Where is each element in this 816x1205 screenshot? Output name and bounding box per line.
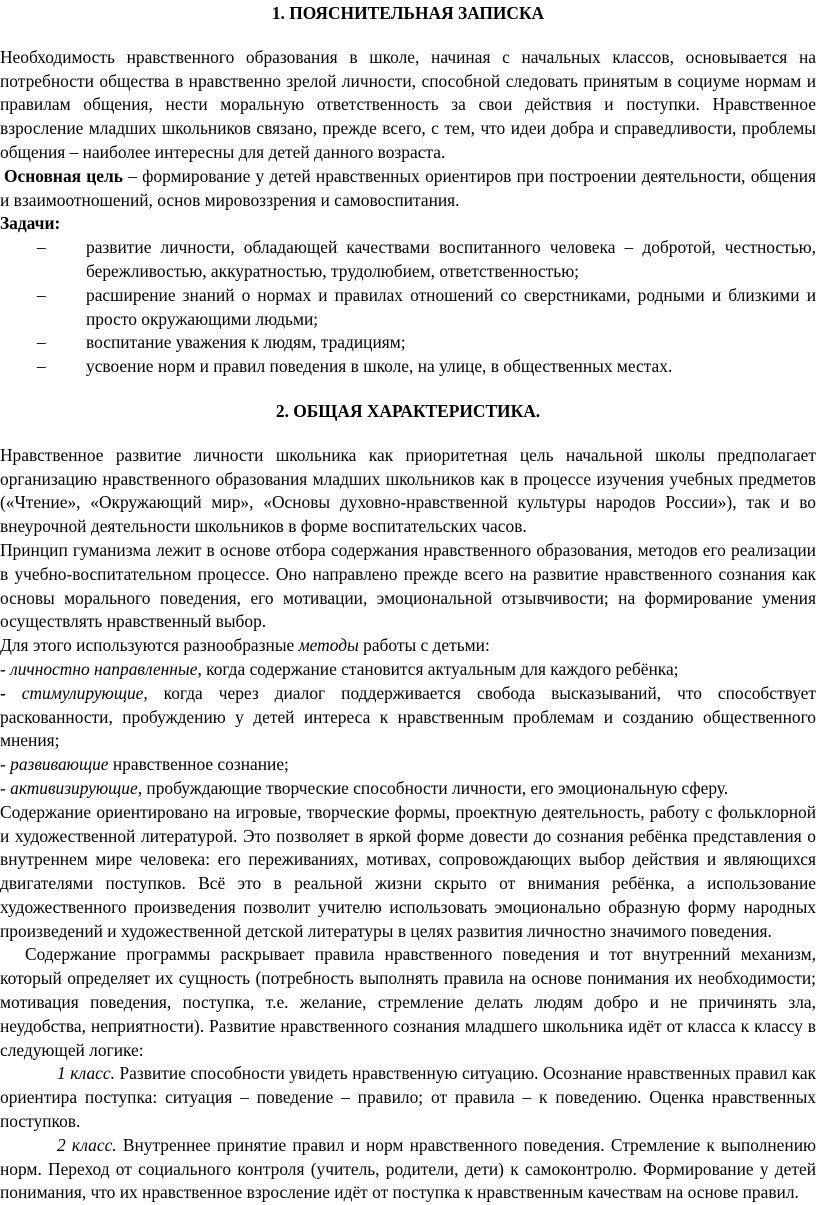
main-goal-paragraph (0, 165, 816, 213)
tasks-heading (0, 212, 816, 236)
method-item-1 (0, 658, 816, 682)
method-dash: - (0, 658, 11, 679)
methods-post: работы с детьми: (358, 635, 490, 656)
methods-word: методы (298, 635, 359, 656)
method-dash: - (0, 777, 11, 798)
method-name: развивающие (10, 754, 109, 775)
list-dash: – (37, 332, 46, 353)
tasks-label: Задачи: (0, 213, 61, 234)
list-dash: – (37, 284, 46, 305)
method-text: когда через диалог поддерживается свобода высказываний, что способствует раскованности, пробуждению у детей интереса к нравственным проблемам и созданию общественного мнения; (0, 682, 816, 751)
method-name: личностно направленные (10, 658, 198, 679)
section-2-paragraph-2: Принцип гуманизма лежит в основе отбора содержания нравственного образования, методов его реализации в учебно-воспитательном процессе. Оно направлено прежде всего на развитие нравственного сознания как основы морального поведения, его мотивации, эмоциональной отзывчивости; на формирование умения осуществлять нравственный выбор. (0, 539, 816, 632)
task-text: расширение знаний о нормах и правилах отношений со сверстниками, родными и близкими и просто окружающими людьми; (86, 284, 816, 329)
method-dash: - (0, 754, 11, 775)
grade-2-text: Внутреннее принятие правил и норм нравственного поведения. Стремление к выполнению норм. Переход от социального контроля (учитель, родители, дети) к самоконтролю. Формирование у детей понимания, что их нравственное взросление идёт от поступка к нравственным качествам на основе правил. (0, 1134, 816, 1203)
method-name: активизирующие, (10, 777, 143, 798)
method-name: стимулирующие, (21, 682, 148, 703)
main-goal-label: Основная цель (4, 165, 123, 186)
section-1-intro: Необходимость нравственного образования в школе, начиная с начальных классов, основывается на потребности общества в нравственно зрелой личности, способной следовать принятым в социуме нормам и правилам общения, нести моральную ответственность за свои действия и поступки. Нравственное взросление младших школьников связано, прежде всего, с тем, что идеи добра и справедливости, проблемы общения – наиболее интересны для детей данного возраста. (0, 46, 816, 162)
methods-intro (0, 634, 816, 658)
section-1-title: 1. ПОЯСНИТЕЛЬНАЯ ЗАПИСКА (271, 3, 545, 23)
grade-1-text: Развитие способности увидеть нравственную ситуацию. Осознание нравственных правил как ориентира поступка: ситуация – поведение – правило; от правила – к поведению. Оценка нравственных поступков. (0, 1063, 816, 1132)
main-goal-text: – формирование у детей нравственных ориентиров при построении деятельности, общения и взаимоотношений, основ мировоззрения и самовоспитания. (0, 165, 816, 210)
list-item (0, 331, 816, 355)
tasks-list (0, 236, 816, 379)
method-item-4 (0, 777, 816, 801)
grade-2-paragraph (0, 1134, 816, 1205)
method-dash: - (0, 682, 22, 703)
grade-1-label: 1 класс. (57, 1063, 115, 1084)
section-2-paragraph-3: Содержание ориентировано на игровые, творческие формы, проектную деятельность, работу с фольклорной и художественной литературой. Это позволяет в яркой форме довести до сознания ребёнка представления о внутреннем мире человека: его переживаниях, мотивах, сопровождающих выбор действия и являющихся двигателями поступков. Всё это в реальной жизни скрыто от внимания ребёнка, а использование художественного произведения позволит учителю использовать эмоционально образную форму народных произведений и художественной детской литературы в целях развития личностно значимого поведения. (0, 801, 816, 941)
list-dash: – (37, 237, 46, 258)
section-2-paragraph-1: Нравственное развитие личности школьника как приоритетная цель начальной школы предполагает организацию нравственного образования младших школьников как в процессе изучения учебных предметов («Чтение», «Окружающий мир», «Основы духовно-нравственной культуры народов России»), так и во внеурочной деятельности школьников в форме воспитательских часов. (0, 444, 816, 537)
task-text: воспитание уважения к людям, традициям; (86, 332, 406, 353)
method-text: , когда содержание становится актуальным для каждого ребёнка; (197, 658, 679, 679)
method-item-3 (0, 753, 816, 777)
methods-pre: Для этого используются разнообразные (0, 635, 299, 656)
grade-1-paragraph (0, 1062, 816, 1133)
grade-2-label: 2 класс. (57, 1134, 117, 1155)
method-text: пробуждающие творческие способности личности, его эмоциональную сферу. (142, 777, 729, 798)
section-2-paragraph-4: Содержание программы раскрывает правила нравственного поведения и тот внутренний механизм, который определяет их сущность (потребность выполнять правила на основе понимания их необходимости; мотивация поведения, поступка, т.е. желание, стремление делать людям добро и не причинять зла, неудобства, неприятности). Развитие нравственного сознания младшего школьника идёт от класса к классу в следующей логике: (0, 944, 816, 1060)
method-item-2 (0, 682, 816, 753)
section-2-title: 2. ОБЩАЯ ХАРАКТЕРИСТИКА. (275, 400, 541, 421)
list-item (0, 355, 816, 379)
method-text: нравственное сознание; (108, 754, 289, 775)
list-item (0, 284, 816, 332)
task-text: усвоение норм и правил поведения в школе, на улице, в общественных местах. (86, 356, 673, 377)
list-dash: – (37, 356, 46, 377)
list-item (0, 236, 816, 284)
task-text: развитие личности, обладающей качествами воспитанного человека – добротой, честностью, бережливостью, аккуратностью, трудолюбием, ответственностью; (86, 237, 816, 281)
